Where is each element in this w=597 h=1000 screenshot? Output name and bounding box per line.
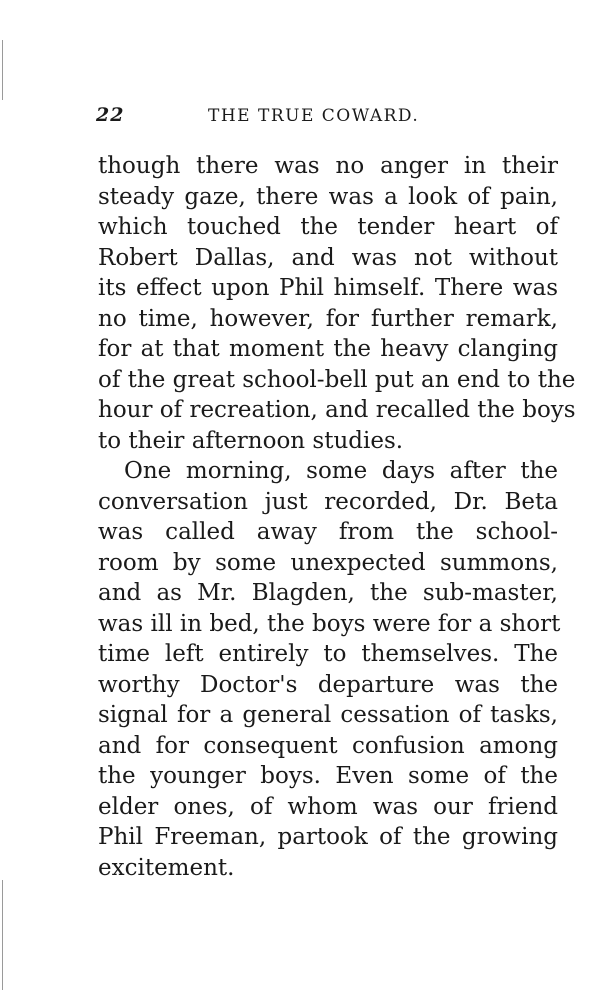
text-line: the younger boys. Even some of the: [98, 763, 558, 789]
text-line: though there was no anger in their: [98, 153, 558, 179]
paragraph-1: [98, 151, 576, 456]
text-line: time left entirely to themselves. The: [98, 641, 558, 667]
text-line: and for consequent confusion among: [98, 732, 558, 759]
page-edge-mark: [2, 40, 3, 100]
text-line: worthy Doctor's departure was the: [98, 671, 558, 698]
text-line: steady gaze, there was a look of pain,: [98, 183, 558, 210]
text-line: signal for a general cessation of tasks,: [98, 702, 558, 728]
text-line: no time, however, for further remark,: [98, 305, 558, 332]
text-line: which touched the tender heart of: [98, 214, 558, 240]
text-line: of the great school-bell put an end to the: [98, 366, 576, 393]
text-line: room by some unexpected summons,: [98, 549, 558, 576]
text-line: Robert Dallas, and was not without: [98, 244, 558, 271]
text-line: its effect upon Phil himself. There was: [98, 275, 558, 301]
running-title: THE TRUE COWARD.: [208, 106, 420, 126]
text-line: Phil Freeman, partook of the growing: [98, 824, 558, 850]
text-line: conversation just recorded, Dr. Beta: [98, 488, 558, 515]
text-line: for at that moment the heavy clanging: [98, 336, 558, 362]
text-line: to their afternoon studies.: [98, 427, 404, 454]
page-number: 22: [96, 104, 125, 126]
paragraph-2: [98, 456, 561, 883]
text-line: hour of recreation, and recalled the boys: [98, 397, 576, 423]
text-line: and as Mr. Blagden, the sub-master,: [98, 580, 558, 606]
text-line: elder ones, of whom was our friend: [98, 793, 558, 820]
text-line: was called away from the school-: [98, 519, 558, 545]
running-head: [96, 104, 536, 132]
text-line: excitement.: [98, 854, 235, 881]
text-line: was ill in bed, the boys were for a short: [98, 610, 561, 637]
page-edge-mark: [2, 880, 3, 990]
text-line: One morning, some days after the: [124, 458, 558, 484]
body-text: [98, 151, 576, 883]
